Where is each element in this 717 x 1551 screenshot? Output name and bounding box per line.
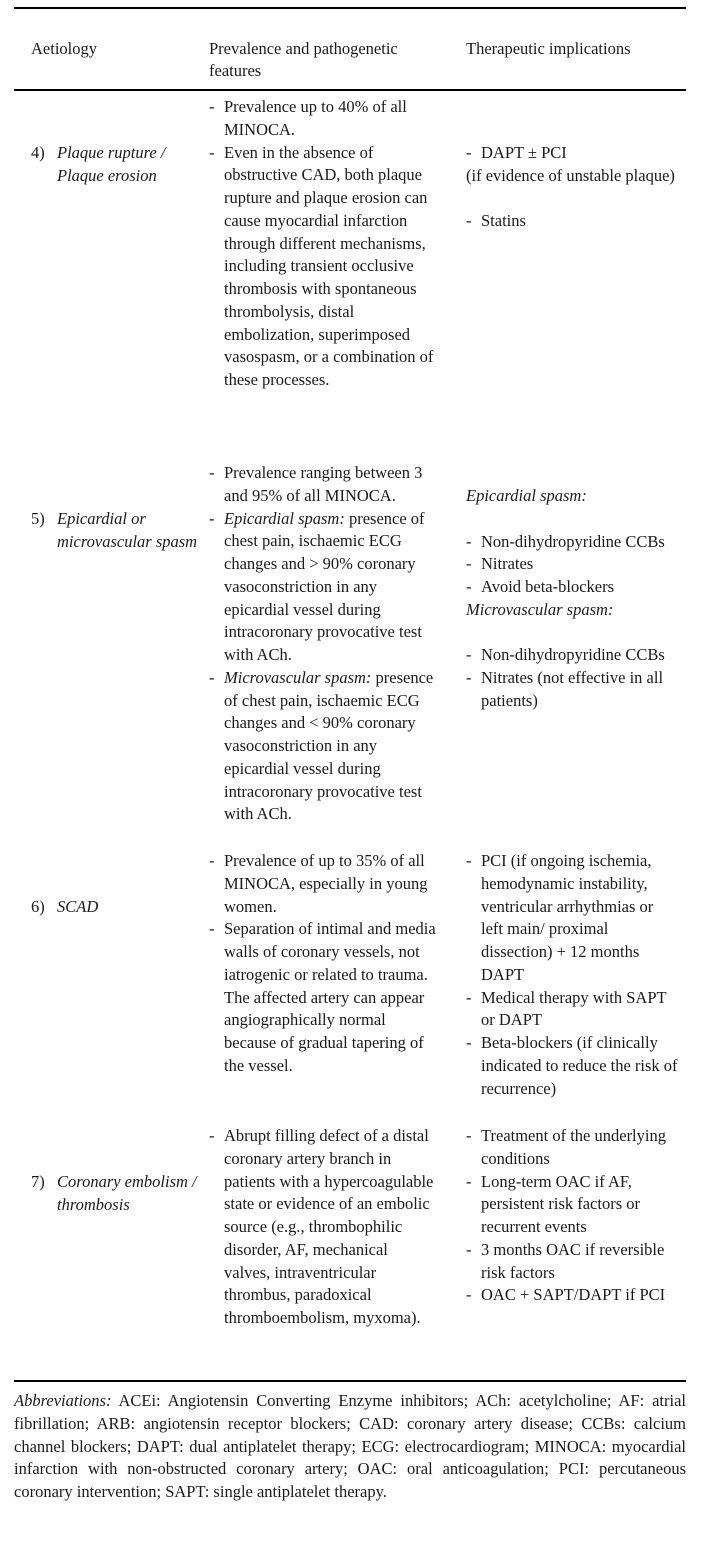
epicardial-label: Epicardial spasm:: [224, 508, 345, 528]
row-6-prevalence: [209, 850, 437, 1078]
row-7-therapy: [466, 1125, 678, 1307]
header-prevalence: Prevalence and pathogenetic features: [209, 39, 398, 80]
microvascular-text: presence of chest pain, ischaemic ECG changes and < 90% coronary vasoconstriction in any epicardial vessel during intracoronary provocative test with ACh.: [224, 667, 434, 824]
prevalence-item: - Prevalence ranging between 3 and 95% of all MINOCA.: [209, 462, 437, 508]
therapy-item: - Long-term OAC if AF, persistent risk factors or recurrent events: [466, 1171, 678, 1239]
therapy-item: - PCI (if ongoing ischemia, hemodynamic instability, ventricular arrhythmias or left main/ proximal dissection) + 12 months DAPT: [466, 850, 678, 987]
epicardial-text: presence of chest pain, ischaemic ECG changes and > 90% coronary vasoconstriction in any epicardial vessel during intracoronary provocative test with ACh.: [224, 508, 425, 664]
prevalence-item: [209, 667, 437, 826]
therapy-item: - 3 months OAC if reversible risk factors: [466, 1239, 678, 1285]
prevalence-item: - Abrupt filling defect of a distal coronary artery branch in patients with a hypercoagulable state or evidence of an embolic source (e.g., thrombophilic disorder, AF, mechanical valves, intraventricular thrombus, paradoxical thromboembolism, myxoma).: [209, 1125, 437, 1330]
therapy-item: - Nitrates (not effective in all patients): [466, 667, 678, 713]
table-header-rule: [14, 89, 686, 91]
therapy-item: - Treatment of the underlying conditions: [466, 1125, 678, 1171]
therapy-item: - DAPT ± PCI: [466, 142, 678, 165]
header-therapeutic: Therapeutic implications: [466, 39, 631, 58]
prevalence-item: - Separation of intimal and media walls of coronary vessels, not iatrogenic or related to trauma. The affected artery can appear angiographically normal because of gradual tapering of the vessel.: [209, 918, 437, 1077]
aetiology-label: Plaque rupture / Plaque erosion: [57, 143, 166, 185]
prevalence-item: - Even in the absence of obstructive CAD, both plaque rupture and plaque erosion can cause myocardial infarction through different mechanisms, including transient occlusive thrombosis with spontaneous thrombolysis, distal embolization, superimposed vasospasm, or a combination of these processes.: [209, 142, 437, 392]
row-number: 6): [31, 897, 45, 916]
therapy-item: - OAC + SAPT/DAPT if PCI: [466, 1284, 678, 1307]
prevalence-item: - Prevalence up to 40% of all MINOCA.: [209, 96, 437, 142]
prevalence-item: - Prevalence of up to 35% of all MINOCA, especially in young women.: [209, 850, 437, 918]
row-6-therapy: [466, 850, 678, 1100]
row-7-prevalence: [209, 1125, 437, 1330]
therapy-note: (if evidence of unstable plaque): [466, 165, 675, 185]
footnote-label: Abbreviations:: [14, 1391, 112, 1410]
therapy-item: - Non-dihydropyridine CCBs: [466, 531, 678, 554]
row-5-therapy: [466, 485, 678, 713]
microvascular-label: Microvascular spasm:: [224, 667, 372, 687]
therapy-subheading: Epicardial spasm:: [466, 486, 587, 505]
row-number: 4): [31, 143, 45, 162]
therapy-item: - Medical therapy with SAPT or DAPT: [466, 987, 678, 1033]
aetiology-label: Coronary embolism / thrombosis: [57, 1172, 197, 1214]
row-number: 5): [31, 509, 45, 528]
footnote-text: ACEi: Angiotensin Converting Enzyme inhibitors; ACh: acetylcholine; AF: atrial fibrillation; ARB: angiotensin receptor blockers; CAD: coronary artery disease; CCBs: calcium channel blockers; DAPT: dual antiplatelet therapy; ECG: electrocardiogram; MINOCA: myocardial infarction with non-obstructed coronary artery; OAC: oral anticoagulation; PCI: percutaneous coronary intervention; SAPT: single antiplatelet therapy.: [14, 1391, 686, 1501]
therapy-item: - Non-dihydropyridine CCBs: [466, 644, 678, 667]
therapy-subheading: Microvascular spasm:: [466, 599, 614, 619]
therapy-item: - Avoid beta-blockers: [466, 576, 678, 599]
therapy-item: - Nitrates: [466, 553, 678, 576]
aetiology-label: SCAD: [57, 897, 99, 916]
prevalence-item: [209, 508, 437, 667]
row-4-prevalence: [209, 96, 437, 392]
table-bottom-rule: [14, 1380, 686, 1382]
table-top-rule: [14, 7, 686, 9]
header-aetiology: Aetiology: [31, 39, 97, 58]
row-5-prevalence: [209, 462, 437, 826]
abbreviations-footnote: [14, 1390, 686, 1504]
therapy-item: - Beta-blockers (if clinically indicated to reduce the risk of recurrence): [466, 1032, 678, 1100]
row-4-therapy: [466, 142, 678, 233]
aetiology-label: Epicardial or microvascular spasm: [57, 509, 198, 551]
therapy-item: - Statins: [466, 210, 678, 233]
row-number: 7): [31, 1172, 45, 1191]
